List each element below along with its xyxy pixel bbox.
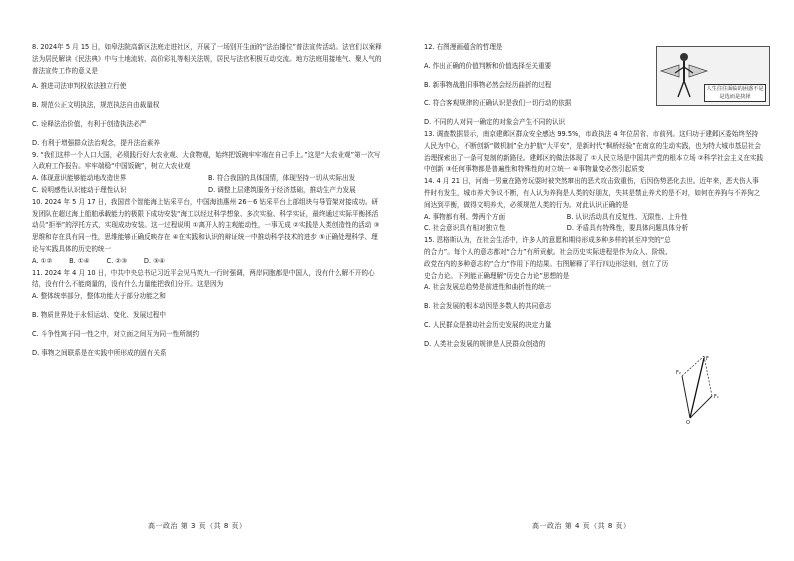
question-9-option-c-text: C. 说明感性认识能动于理性认识	[32, 185, 127, 194]
question-14-option-a: A. 事物都有利、弊两个方面	[424, 212, 506, 221]
question-13-stem: 13. 调查数据显示，南京建邺区群众安全感达 99.5%，市政执法 4 年位居省、市前列。这归功于建邺区委始终坚持人民为中心，不断创新“微机制”全力护航“大平安”，是新时代“枫桥经验”在南京的生动实践，也为特大城市基层社会治理探索出了一条可复制的新路径。建邺区的做法体现了 ①人民立场是中国共产党的根本立场 ②科学社会主义在实践中创新 ③任何事物都是普遍性和特殊性的对立统一 ④事物量变必然引起质变	[424, 129, 764, 174]
question-10-options: A. ①② B. ①④ C. ②③ D. ③④	[32, 256, 165, 265]
question-9-option-c	[32, 185, 384, 197]
question-15-option-c: C. 人民群众是推动社会历史发展的决定力量	[424, 320, 552, 329]
question-14	[424, 176, 764, 235]
force-parallelogram-diagram	[676, 356, 722, 432]
question-11-stem: 11. 2024 年 4 月 10 日，中共中央总书记习近平会见马英九一行时强调，两岸同胞都是中国人，没有什么解不开的心结，没有什么不能商量的，没有什么力量能把我们分开。这是因为	[32, 268, 375, 289]
question-8-option-c: C. 诠释法治价值，有利于创造执法必严	[32, 119, 147, 128]
question-14-option-b: B. 认识活动具有反复性、无限性、上升性	[566, 212, 688, 221]
vector-label-f1: F₁	[714, 394, 719, 400]
question-15	[424, 235, 672, 350]
page-footer-left: 高一政治 第 3 页（共 8 页）	[148, 522, 247, 530]
left-column	[32, 42, 384, 359]
question-15-stem: 15. 恩格斯认为，在社会生活中，许多人的意愿和期待形成多种多样的甚至冲突的“总的合力”。每个人的意志都对“合力”有所贡献。社会历史实际进程是作为众人、阶级、政党在内的多种意志的“合力”作用下的结果。右图解释了平行四边形法则，创立了历史合力论。下列能正确理解“历史合力论”思想的是	[424, 236, 672, 280]
question-11	[32, 268, 384, 360]
question-8-option-b: B. 规范公正文明执法，规范执法自由裁量权	[32, 101, 160, 110]
question-13	[424, 129, 764, 176]
question-10	[32, 197, 384, 268]
question-9-option-a	[32, 173, 384, 185]
vector-label-f: F	[706, 356, 709, 362]
question-11-option-d: D. 事物之间联系是在实践中所形成的固有关系	[32, 348, 167, 357]
question-9-stem: 9. “我们这样一个人口大国，必须践行好大农业观、大食物观，始终把饭碗牢牢端在自己手上。”这是“大农业观”第一次写入政府工作报告。牢牢端稳“中国饭碗”，树立大农业观	[32, 150, 381, 171]
question-8-stem: 8. 2024年 5 月 15 日，如皋法院高新区法庭走进社区，开展了一场别开生面的“法治播位”普法宣传活动。法官们以案释法为居民解读《民法典》中与土地流转、高价彩礼等相关法规，居民与法官积极互动交流。地方法庭用接地气、聚人气的普法宣传工作的意义是	[32, 43, 382, 75]
question-14-options-cd	[424, 223, 764, 235]
question-10-stem: 10. 2024 年 5 月 17 日，我国首个智能海上钻采平台，中国海油惠州 26－6 钻采平台上部组块与导管架对接成功。研发团队在超过海上船舶承载能力的极限下成功安装“海工以经过科学想象、多次实验、科学实证，最终通过实际平衡拯活动员“拒举”的浮托方式，实现成功安装。这一过程说明 ①离开人的主观能动性，一事无成 ②实践是人类创造性的活动 ③思维和存在具有同一性，思维能够正确反映存在 ④在实践和认识的辩证统一中推动科学技术的进步 ⑤正确处理科学、理论与实践具体的历史的统一	[32, 197, 380, 253]
vector-label-f2: F₂	[676, 370, 681, 376]
question-15-option-b: B. 社会发展的根本动因是多数人的共同意志	[424, 302, 552, 311]
question-9-option-d-text: D. 调整上层建筑服务于经济基础，推动生产力发展	[208, 185, 356, 194]
question-14-option-c: C. 社会意识具有相对独立性	[424, 224, 506, 233]
page-footer-right: 高一政治 第 4 页（共 8 页）	[532, 522, 631, 530]
question-11-option-c: C. 斗争性寓于同一性之中，对立面之间互为同一性所制约	[32, 329, 200, 338]
question-14-stem: 14. 4 月 21 日，河南一男童在路旁玩耍时被突然窜出的恶犬攻击致重伤，后因伤势恶化去世。近年来，恶犬伤人事件时有发生，城市养犬争议不断，有人认为养狗是人类的好朋友，失其是禁止养犬的是不对，如何在养狗与不养狗之间达到平衡，做得文明养犬，必须规范人类的行为。对此认识正确的是	[424, 177, 761, 209]
question-12-option-c: C. 符合客观规律的正确认识是我们一切行动的依据	[424, 99, 572, 108]
cartoon-caption: 人生往往面临的困惑不是是选而是抉择	[704, 84, 766, 102]
question-15-option-d: D. 人类社会发展的规律是人民群众创造的	[424, 339, 546, 348]
question-14-options-ab	[424, 212, 764, 224]
question-12-option-b: B. 新事物战胜旧事物必然会经历曲折的过程	[424, 80, 552, 89]
question-9-option-a-text: A. 体现意识能够能动地改造世界	[32, 174, 127, 183]
question-12	[424, 42, 652, 129]
question-8	[32, 42, 384, 150]
question-11-option-b: B. 物质世界处于永恒运动、变化、发展过程中	[32, 310, 166, 319]
question-12-option-d: D. 不同的人对同一确定的对象会产生不同的认识	[424, 118, 566, 127]
question-12-cartoon	[656, 46, 770, 106]
question-12-stem: 12. 右图漫画蕴含的哲理是	[424, 43, 503, 51]
question-8-option-d: D. 有利于增强群众法治观念，提升法治素养	[32, 138, 160, 147]
question-14-option-d: D. 矛盾具有特殊性，要具体问题具体分析	[566, 224, 689, 233]
question-8-option-a: A. 推进司法审判权依法独立行使	[32, 82, 127, 91]
question-11-option-a: A. 整体统率部分，整体功能大于部分功能之和	[32, 292, 166, 301]
question-9	[32, 150, 384, 197]
vector-label-o: O	[686, 420, 690, 426]
question-9-option-b-text: B. 符合我国的具体国情，体现坚持一切从实际出发	[208, 174, 356, 183]
question-12-option-a: A. 作出正确的价值判断和价值选择至关重要	[424, 61, 552, 70]
question-15-option-a: A. 社会发展总趋势是前进性和曲折性的统一	[424, 283, 552, 292]
